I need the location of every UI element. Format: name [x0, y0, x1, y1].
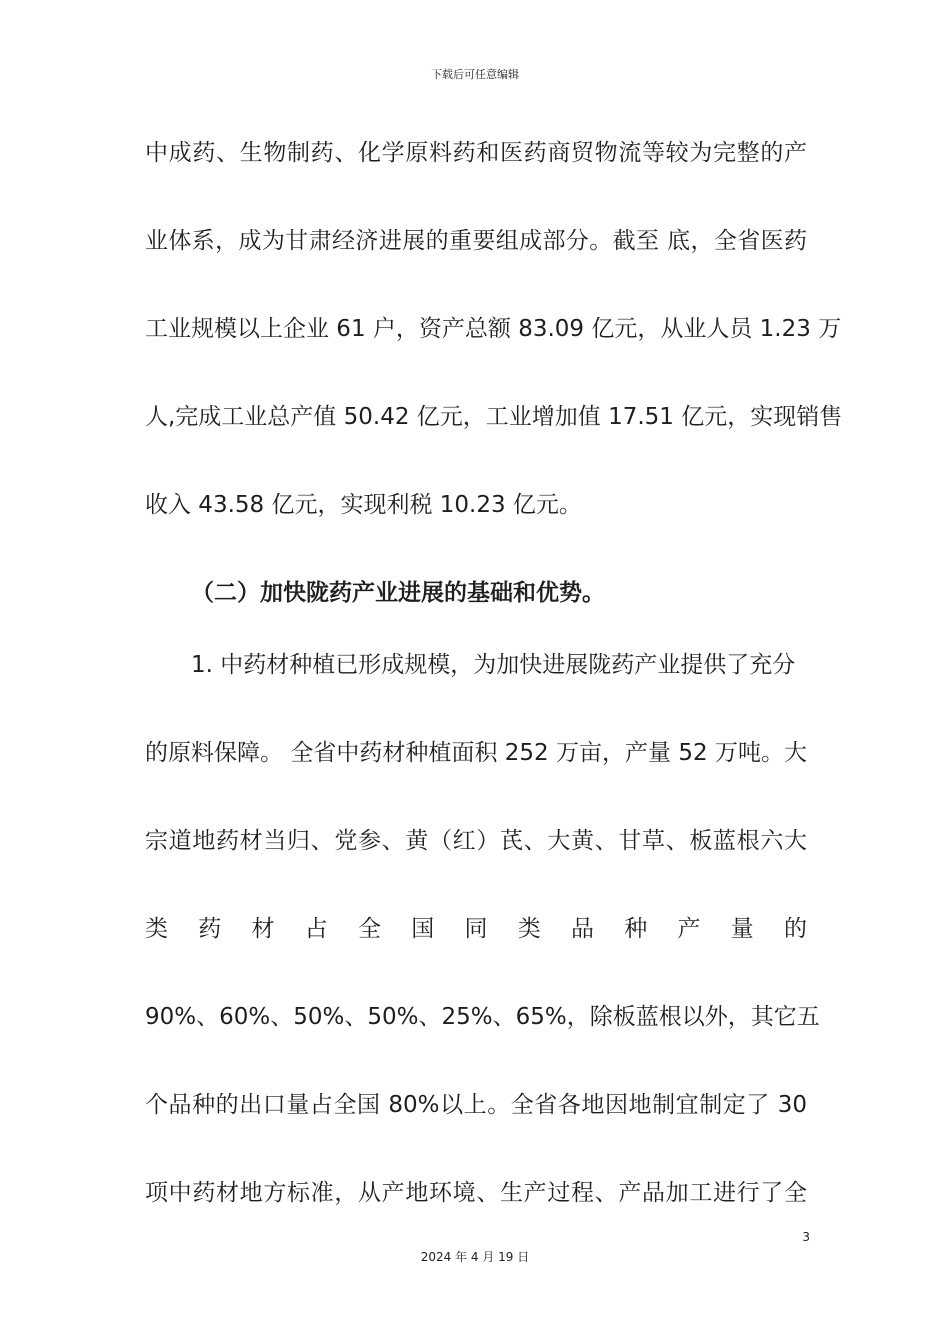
page-number: 3: [802, 1230, 810, 1244]
paragraph-line: 收入 43.58 亿元，实现利税 10.23 亿元。: [145, 492, 582, 518]
paragraph-line: 业体系，成为甘肃经济进展的重要组成部分。截至 底，全省医药: [145, 228, 807, 254]
header-note: 下载后可任意编辑: [431, 68, 519, 81]
paragraph-line: 人,完成工业总产值 50.42 亿元，工业增加值 17.51 亿元，实现销售: [145, 404, 843, 430]
paragraph-line: 项中药材地方标准，从产地环境、生产过程、产品加工进行了全: [145, 1180, 807, 1206]
footer-date: 2024 年 4 月 19 日: [420, 1250, 530, 1264]
paragraph-line: 90%、60%、50%、50%、25%、65%，除板蓝根以外，其它五: [145, 1004, 820, 1030]
paragraph-line: 中成药、生物制药、化学原料药和医药商贸物流等较为完整的产: [145, 140, 807, 166]
paragraph-line: 类 药 材 占 全 国 同 类 品 种 产 量 的: [145, 916, 807, 942]
body-text: [145, 130, 843, 1258]
paragraph-line: 的原料保障。 全省中药材种植面积 252 万亩，产量 52 万吨。大: [145, 740, 807, 766]
paragraph-line: 个品种的出口量占全国 80%以上。全省各地因地制宜制定了 30: [145, 1092, 807, 1118]
paragraph-line: 1. 中药材种植已形成规模，为加快进展陇药产业提供了充分: [191, 652, 796, 678]
paragraph-line: 工业规模以上企业 61 户，资产总额 83.09 亿元，从业人员 1.23 万: [145, 316, 842, 342]
paragraph-line: 宗道地药材当归、党参、黄（红）芪、大黄、甘草、板蓝根六大: [145, 828, 807, 854]
section-heading: （二）加快陇药产业进展的基础和优势。: [191, 580, 605, 606]
